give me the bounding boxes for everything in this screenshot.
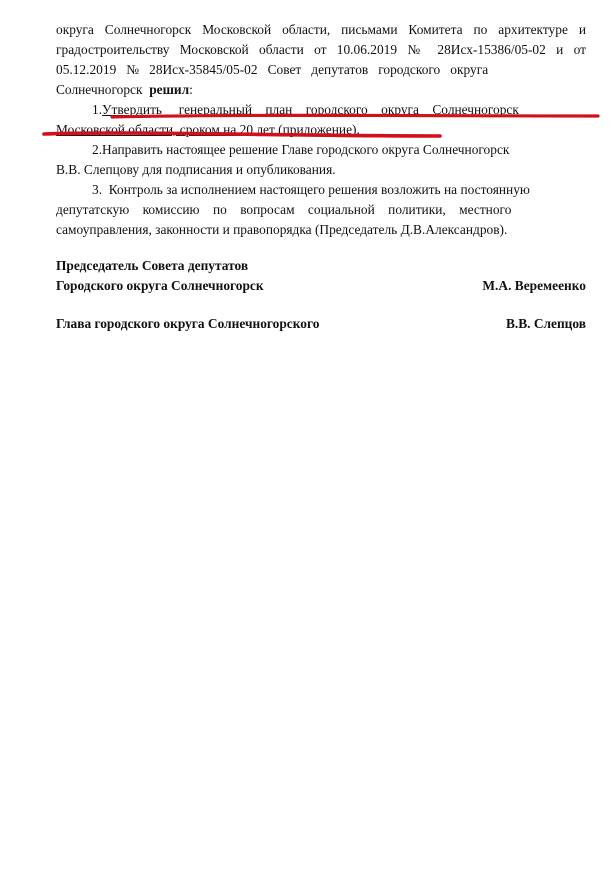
chair-title-row-2 xyxy=(56,276,586,296)
head-name: В.В. Слепцов xyxy=(505,316,586,331)
item-1-text-2: Московской области, сроком на 20 лет (приложение). xyxy=(56,122,360,137)
item-3-line-2: депутатскую комиссию по вопросам социальной политики, местного xyxy=(56,202,512,217)
item-1-line-2 xyxy=(56,120,586,140)
intro-line-4-end: : xyxy=(189,82,193,97)
signature-gap xyxy=(56,296,586,314)
resolution-word: решил xyxy=(149,82,190,97)
item-3-line-3: самоуправления, законности и правопорядка (Председатель Д.В.Александров). xyxy=(56,222,508,237)
chair-title-row-1 xyxy=(56,256,586,276)
intro-line-1: округа Солнечногорск Московской области, письмами Комитета по архитектуре и xyxy=(56,22,586,37)
item-1-number: 1. xyxy=(92,102,103,117)
intro-line-4 xyxy=(56,80,586,100)
intro-line-2: градостроительству Московской области от 10.06.2019 № 28Исх-15386/05-02 и от xyxy=(56,42,586,57)
item-1-text-1: Утвердить генеральный план городского округа Солнечногорск xyxy=(102,102,519,117)
spacer xyxy=(56,240,586,256)
item-1-line-1 xyxy=(56,100,586,120)
intro-line-4-start: Солнечногорск xyxy=(56,82,150,97)
chair-title-2: Городского округа Солнечногорск xyxy=(56,278,264,293)
chair-title-1: Председатель Совета депутатов xyxy=(56,258,249,273)
intro-line-3: 05.12.2019 № 28Исх-35845/05-02 Совет депутатов городского округа xyxy=(56,62,489,77)
head-row xyxy=(56,314,586,334)
item-2-line-2: В.В. Слепцову для подписания и опубликования. xyxy=(56,162,336,177)
head-title: Глава городского округа Солнечногорского xyxy=(56,316,320,331)
item-2-line-1: 2.Направить настоящее решение Главе городского округа Солнечногорск xyxy=(92,142,510,157)
document-page xyxy=(56,20,586,334)
chair-name: М.А. Веремеенко xyxy=(482,278,586,293)
item-3-line-1: 3. Контроль за исполнением настоящего решения возложить на постоянную xyxy=(92,182,530,197)
